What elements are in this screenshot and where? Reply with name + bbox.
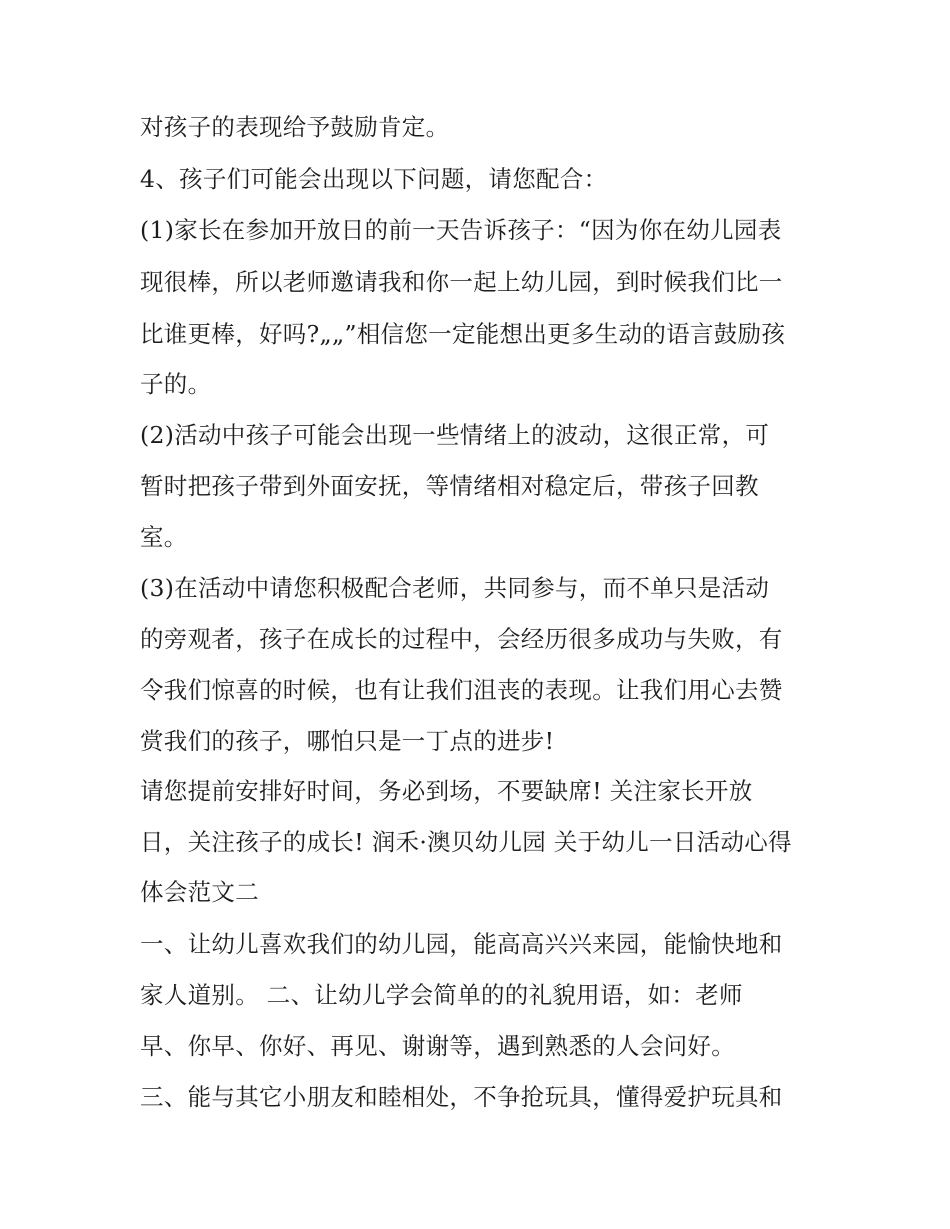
text-line: 室。: [140, 523, 188, 551]
text-line: 家人道别。 二、让幼儿学会简单的的礼貌用语，如：老师: [140, 981, 743, 1009]
text-line: 早、你早、你好、再见、谢谢等，遇到熟悉的人会问好。: [140, 1032, 735, 1060]
text-line: (2)活动中孩子可能会出现一些情绪上的波动，这很正常，可: [140, 421, 770, 449]
text-line: 日，关注孩子的成长! 润禾·澳贝幼儿园 关于幼儿一日活动心得: [140, 828, 792, 856]
text-line: 请您提前安排好时间，务必到场，不要缺席! 关注家长开放: [140, 777, 753, 805]
text-line: 对孩子的表现给予鼓励肯定。: [140, 113, 450, 141]
text-line: 一、让幼儿喜欢我们的幼儿园，能高高兴兴来园，能愉快地和: [140, 930, 783, 958]
text-line: 体会范文二: [140, 878, 259, 906]
text-line: (1)家长在参加开放日的前一天告诉孩子：“因为你在幼儿园表: [140, 216, 782, 244]
text-line: 三、能与其它小朋友和睦相处，不争抢玩具，懂得爱护玩具和: [140, 1083, 783, 1111]
text-line: 子的。: [140, 370, 212, 398]
text-line: (3)在活动中请您积极配合老师，共同参与，而不单只是活动: [140, 574, 770, 602]
text-line: 的旁观者，孩子在成长的过程中，会经历很多成功与失败，有: [140, 625, 783, 653]
text-line: 现很棒，所以老师邀请我和你一起上幼儿园，到时候我们比一: [140, 268, 783, 296]
text-line: 4、孩子们可能会出现以下问题，请您配合：: [140, 165, 608, 193]
text-line: 赏我们的孩子，哪怕只是一丁点的进步!: [140, 727, 555, 755]
text-line: 暂时把孩子带到外面安抚，等情绪相对稳定后，带孩子回教: [140, 472, 759, 500]
text-line: 比谁更棒，好吗?„„”相信您一定能想出更多生动的语言鼓励孩: [140, 320, 786, 348]
text-line: 令我们惊喜的时候，也有让我们沮丧的表现。让我们用心去赞: [140, 676, 783, 704]
